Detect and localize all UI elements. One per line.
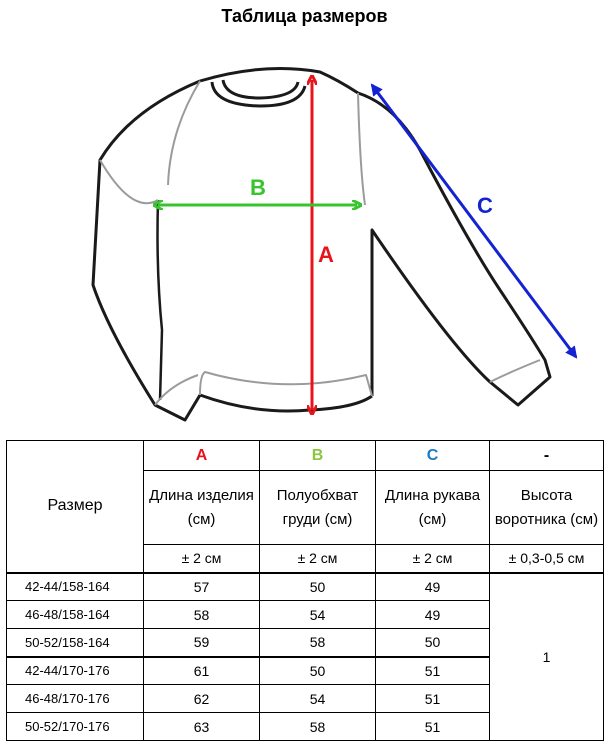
size-header: Размер <box>7 441 144 573</box>
row-b: 50 <box>260 573 376 601</box>
row-size: 42-44/158-164 <box>7 573 144 601</box>
row-c: 51 <box>376 713 490 741</box>
row-b: 54 <box>260 685 376 713</box>
label-c: C <box>477 193 493 218</box>
row-b: 50 <box>260 657 376 685</box>
row-size: 46-48/170-176 <box>7 685 144 713</box>
table-row <box>7 573 604 601</box>
page-title: Таблица размеров <box>221 6 388 26</box>
row-c: 51 <box>376 657 490 685</box>
row-c: 49 <box>376 573 490 601</box>
column-letter-a: A <box>144 441 260 471</box>
row-c: 49 <box>376 601 490 629</box>
column-letter-collar: - <box>490 441 604 471</box>
row-a: 57 <box>144 573 260 601</box>
row-size: 42-44/170-176 <box>7 657 144 685</box>
label-b: B <box>250 175 266 200</box>
arrow-c <box>372 85 576 357</box>
row-b: 54 <box>260 601 376 629</box>
tolerance-a: ± 2 см <box>144 545 260 573</box>
tolerance-b: ± 2 см <box>260 545 376 573</box>
row-c: 50 <box>376 629 490 657</box>
collar-height-value: 1 <box>490 573 604 741</box>
tolerance-c: ± 2 см <box>376 545 490 573</box>
row-a: 63 <box>144 713 260 741</box>
size-table <box>6 440 604 741</box>
row-size: 50-52/170-176 <box>7 713 144 741</box>
row-a: 59 <box>144 629 260 657</box>
column-letter-b: B <box>260 441 376 471</box>
column-label-c: Длина рукава (см) <box>376 471 490 545</box>
column-label-a: Длина изделия (см) <box>144 471 260 545</box>
row-a: 62 <box>144 685 260 713</box>
column-label-b: Полуобхват груди (см) <box>260 471 376 545</box>
column-label-collar: Высота воротника (см) <box>490 471 604 545</box>
row-a: 61 <box>144 657 260 685</box>
row-size: 50-52/158-164 <box>7 629 144 657</box>
column-letter-c: C <box>376 441 490 471</box>
label-a: A <box>318 242 334 267</box>
sweatshirt-diagram <box>0 30 609 430</box>
row-b: 58 <box>260 713 376 741</box>
row-a: 58 <box>144 601 260 629</box>
row-c: 51 <box>376 685 490 713</box>
row-b: 58 <box>260 629 376 657</box>
tolerance-collar: ± 0,3-0,5 см <box>490 545 604 573</box>
row-size: 46-48/158-164 <box>7 601 144 629</box>
